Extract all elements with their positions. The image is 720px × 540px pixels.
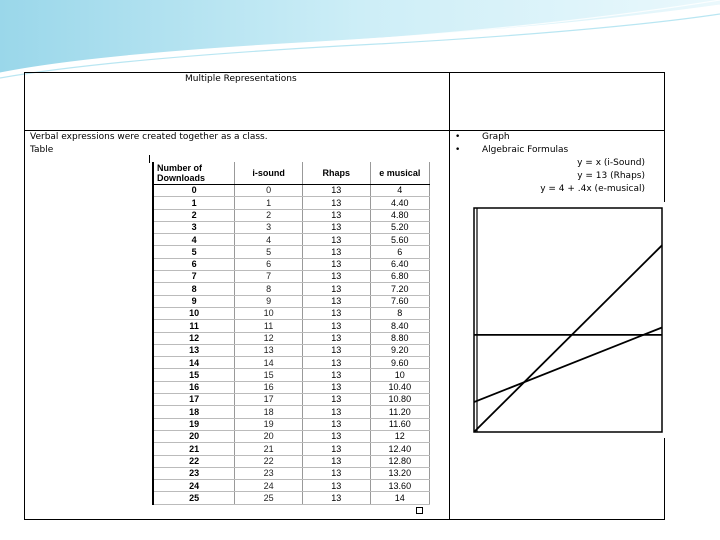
cell-emusical: 10 bbox=[370, 369, 429, 381]
cell-emusical: 12.80 bbox=[370, 455, 429, 467]
table-row bbox=[153, 480, 430, 492]
cell-rhaps: 13 bbox=[302, 406, 370, 418]
cell-isound: 14 bbox=[235, 357, 303, 369]
cell-downloads: 20 bbox=[153, 430, 235, 442]
cell-isound: 2 bbox=[235, 209, 303, 221]
cell-isound: 15 bbox=[235, 369, 303, 381]
cell-downloads: 13 bbox=[153, 344, 235, 356]
cell-isound: 1 bbox=[235, 197, 303, 209]
cell-emusical: 6.80 bbox=[370, 271, 429, 283]
cell-isound: 0 bbox=[235, 185, 303, 197]
header-emusical bbox=[370, 162, 429, 185]
cell-isound: 22 bbox=[235, 455, 303, 467]
cell-downloads: 7 bbox=[153, 271, 235, 283]
cell-downloads: 14 bbox=[153, 357, 235, 369]
cell-isound: 24 bbox=[235, 480, 303, 492]
table-row bbox=[153, 369, 430, 381]
table-row bbox=[153, 332, 430, 344]
cell-rhaps: 13 bbox=[302, 197, 370, 209]
decorative-banner bbox=[0, 0, 720, 80]
bullet-icon: • bbox=[455, 145, 461, 155]
cell-rhaps: 13 bbox=[302, 283, 370, 295]
cell-downloads: 23 bbox=[153, 467, 235, 479]
cell-downloads: 16 bbox=[153, 381, 235, 393]
cell-isound: 9 bbox=[235, 295, 303, 307]
cell-emusical: 6.40 bbox=[370, 258, 429, 270]
page-title: Multiple Representations bbox=[185, 74, 297, 84]
cell-rhaps: 13 bbox=[302, 443, 370, 455]
cell-downloads: 17 bbox=[153, 394, 235, 406]
cell-rhaps: 13 bbox=[302, 209, 370, 221]
cell-emusical: 5.20 bbox=[370, 221, 429, 233]
table-header-row bbox=[153, 162, 430, 185]
table-row bbox=[153, 394, 430, 406]
header-isound: i-sound bbox=[235, 162, 303, 185]
cell-rhaps: 13 bbox=[302, 344, 370, 356]
cell-rhaps: 13 bbox=[302, 320, 370, 332]
table-row bbox=[153, 381, 430, 393]
cell-downloads: 10 bbox=[153, 307, 235, 319]
cell-isound: 11 bbox=[235, 320, 303, 332]
table-row bbox=[153, 467, 430, 479]
formula-rhaps: y = 13 (Rhaps) bbox=[577, 171, 645, 181]
table-row bbox=[153, 430, 430, 442]
cell-emusical: 13.20 bbox=[370, 467, 429, 479]
cell-downloads: 9 bbox=[153, 295, 235, 307]
verbal-expressions-text: Verbal expressions were created together as a class. bbox=[30, 132, 268, 142]
cell-downloads: 4 bbox=[153, 234, 235, 246]
table-row bbox=[153, 455, 430, 467]
table-row bbox=[153, 307, 430, 319]
cell-isound: 18 bbox=[235, 406, 303, 418]
cell-downloads: 21 bbox=[153, 443, 235, 455]
cell-rhaps: 13 bbox=[302, 246, 370, 258]
cell-emusical: 8 bbox=[370, 307, 429, 319]
cell-emusical: 7.60 bbox=[370, 295, 429, 307]
cell-rhaps: 13 bbox=[302, 430, 370, 442]
header-emusical-label: e musical bbox=[379, 167, 421, 178]
table-row bbox=[153, 344, 430, 356]
cell-emusical: 4.40 bbox=[370, 197, 429, 209]
header-rhaps: Rhaps bbox=[302, 162, 370, 185]
table-row bbox=[153, 185, 430, 197]
cell-downloads: 25 bbox=[153, 492, 235, 504]
line-graph bbox=[444, 202, 667, 438]
header-downloads-label: Number of Downloads bbox=[157, 162, 206, 183]
cell-downloads: 1 bbox=[153, 197, 235, 209]
table-row bbox=[153, 246, 430, 258]
cell-rhaps: 13 bbox=[302, 394, 370, 406]
bullet-icon: • bbox=[455, 132, 461, 142]
cell-rhaps: 13 bbox=[302, 357, 370, 369]
cell-rhaps: 13 bbox=[302, 480, 370, 492]
cell-rhaps: 13 bbox=[302, 271, 370, 283]
cell-rhaps: 13 bbox=[302, 295, 370, 307]
cell-isound: 10 bbox=[235, 307, 303, 319]
table-row bbox=[153, 443, 430, 455]
cell-rhaps: 13 bbox=[302, 258, 370, 270]
cell-downloads: 12 bbox=[153, 332, 235, 344]
cell-isound: 3 bbox=[235, 221, 303, 233]
table-row bbox=[153, 271, 430, 283]
formula-emusical: y = 4 + .4x (e-musical) bbox=[540, 184, 645, 194]
cell-rhaps: 13 bbox=[302, 381, 370, 393]
cell-rhaps: 13 bbox=[302, 185, 370, 197]
formula-list bbox=[495, 157, 645, 196]
cell-emusical: 9.60 bbox=[370, 357, 429, 369]
cell-downloads: 5 bbox=[153, 246, 235, 258]
cell-emusical: 10.80 bbox=[370, 394, 429, 406]
cell-emusical: 8.80 bbox=[370, 332, 429, 344]
cell-isound: 7 bbox=[235, 271, 303, 283]
cell-downloads: 6 bbox=[153, 258, 235, 270]
cell-emusical: 8.40 bbox=[370, 320, 429, 332]
cell-rhaps: 13 bbox=[302, 467, 370, 479]
cell-rhaps: 13 bbox=[302, 307, 370, 319]
cell-rhaps: 13 bbox=[302, 455, 370, 467]
cell-downloads: 11 bbox=[153, 320, 235, 332]
cell-emusical: 10.40 bbox=[370, 381, 429, 393]
cell-isound: 17 bbox=[235, 394, 303, 406]
table-row bbox=[153, 234, 430, 246]
cell-emusical: 5.60 bbox=[370, 234, 429, 246]
table-row bbox=[153, 295, 430, 307]
cell-emusical: 6 bbox=[370, 246, 429, 258]
table-row bbox=[153, 209, 430, 221]
cell-isound: 19 bbox=[235, 418, 303, 430]
cell-rhaps: 13 bbox=[302, 369, 370, 381]
cell-emusical: 7.20 bbox=[370, 283, 429, 295]
cell-isound: 4 bbox=[235, 234, 303, 246]
table-body bbox=[153, 185, 430, 505]
downloads-table bbox=[152, 162, 430, 505]
resize-handle-box bbox=[416, 507, 423, 514]
cell-isound: 25 bbox=[235, 492, 303, 504]
cell-rhaps: 13 bbox=[302, 221, 370, 233]
cell-emusical: 12 bbox=[370, 430, 429, 442]
table-row bbox=[153, 406, 430, 418]
cell-downloads: 2 bbox=[153, 209, 235, 221]
cell-isound: 5 bbox=[235, 246, 303, 258]
cell-rhaps: 13 bbox=[302, 332, 370, 344]
table-label: Table bbox=[30, 145, 54, 155]
cell-downloads: 3 bbox=[153, 221, 235, 233]
cell-emusical: 11.60 bbox=[370, 418, 429, 430]
cell-isound: 16 bbox=[235, 381, 303, 393]
table-row bbox=[153, 283, 430, 295]
table-row bbox=[153, 357, 430, 369]
cell-emusical: 14 bbox=[370, 492, 429, 504]
cell-emusical: 11.20 bbox=[370, 406, 429, 418]
table-row bbox=[153, 258, 430, 270]
cell-emusical: 12.40 bbox=[370, 443, 429, 455]
table-tick-mark bbox=[149, 155, 150, 163]
cell-isound: 21 bbox=[235, 443, 303, 455]
cell-emusical: 4 bbox=[370, 185, 429, 197]
cell-downloads: 0 bbox=[153, 185, 235, 197]
formula-isound: y = x (i-Sound) bbox=[577, 158, 645, 168]
cell-downloads: 19 bbox=[153, 418, 235, 430]
table-row bbox=[153, 197, 430, 209]
cell-isound: 8 bbox=[235, 283, 303, 295]
graph-background bbox=[469, 202, 667, 438]
cell-isound: 20 bbox=[235, 430, 303, 442]
header-downloads bbox=[153, 162, 235, 185]
cell-downloads: 15 bbox=[153, 369, 235, 381]
cell-downloads: 8 bbox=[153, 283, 235, 295]
cell-rhaps: 13 bbox=[302, 418, 370, 430]
cell-isound: 12 bbox=[235, 332, 303, 344]
cell-downloads: 24 bbox=[153, 480, 235, 492]
cell-isound: 23 bbox=[235, 467, 303, 479]
cell-downloads: 22 bbox=[153, 455, 235, 467]
cell-emusical: 13.60 bbox=[370, 480, 429, 492]
table-row bbox=[153, 492, 430, 504]
cell-rhaps: 13 bbox=[302, 234, 370, 246]
cell-emusical: 4.80 bbox=[370, 209, 429, 221]
cell-rhaps: 13 bbox=[302, 492, 370, 504]
cell-downloads: 18 bbox=[153, 406, 235, 418]
table-row bbox=[153, 221, 430, 233]
bullet-algebraic-formulas: Algebraic Formulas bbox=[482, 145, 569, 155]
cell-isound: 13 bbox=[235, 344, 303, 356]
table-row bbox=[153, 418, 430, 430]
cell-isound: 6 bbox=[235, 258, 303, 270]
bullet-graph: Graph bbox=[482, 132, 510, 142]
cell-emusical: 9.20 bbox=[370, 344, 429, 356]
table-row bbox=[153, 320, 430, 332]
